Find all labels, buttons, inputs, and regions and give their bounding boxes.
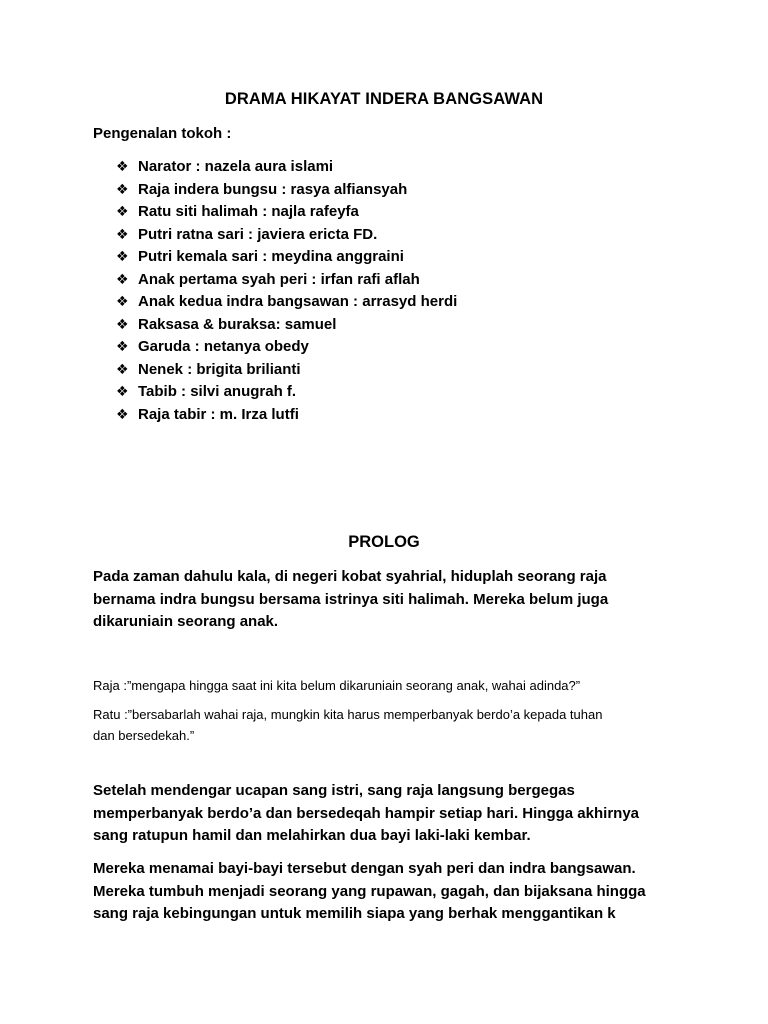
cast-item (116, 313, 457, 336)
diamond-bullet-icon: ❖ (116, 270, 129, 287)
cast-item (116, 403, 457, 426)
diamond-bullet-icon: ❖ (116, 180, 129, 197)
cast-item-text: Ratu siti halimah : najla rafeyfa (138, 203, 359, 220)
paragraph-line: dikaruniain seorang anak. (93, 613, 279, 630)
diamond-bullet-icon: ❖ (116, 248, 129, 264)
cast-item (116, 178, 457, 201)
cast-intro-label: Pengenalan tokoh : (93, 125, 232, 142)
prolog-paragraph-2 (93, 780, 693, 848)
prolog-paragraph-3 (93, 858, 693, 926)
diamond-bullet-icon: ❖ (116, 383, 129, 399)
dialog-line: Ratu :”bersabarlah wahai raja, mungkin kita harus memperbanyak berdo’a kepada tuhan (93, 707, 603, 722)
paragraph-line: sang ratupun hamil dan melahirkan dua bayi laki-laki kembar. (93, 827, 531, 844)
diamond-bullet-icon: ❖ (116, 405, 129, 422)
cast-item-text: Raja tabir : m. Irza lutfi (138, 405, 299, 423)
paragraph-line: Mereka menamai bayi-bayi tersebut dengan syah peri dan indra bangsawan. (93, 860, 636, 877)
cast-item-text: Garuda : netanya obedy (138, 338, 309, 355)
cast-item (116, 223, 457, 246)
dialog-ratu (93, 704, 693, 746)
cast-item (116, 155, 457, 178)
prolog-paragraph-1 (93, 566, 693, 634)
paragraph-line: sang raja kebingungan untuk memilih siapa yang berhak menggantikan k (93, 905, 616, 922)
diamond-bullet-icon: ❖ (116, 225, 129, 242)
cast-item (116, 380, 457, 403)
prolog-heading: PROLOG (348, 533, 420, 551)
paragraph-line: memperbanyak berdo’a dan bersedeqah hampir setiap hari. Hingga akhirnya (93, 804, 640, 822)
cast-item (116, 245, 457, 268)
diamond-bullet-icon: ❖ (116, 315, 129, 332)
cast-item (116, 200, 457, 223)
diamond-bullet-icon: ❖ (116, 158, 129, 174)
cast-item-text: Nenek : brigita brilianti (138, 360, 301, 378)
diamond-bullet-icon: ❖ (116, 203, 129, 219)
paragraph-line: Setelah mendengar ucapan sang istri, sang raja langsung bergegas (93, 782, 575, 799)
cast-item (116, 335, 457, 358)
cast-item (116, 268, 457, 291)
cast-item-text: Putri ratna sari : javiera ericta FD. (138, 225, 378, 243)
dialog-raja (93, 675, 693, 696)
document-title: DRAMA HIKAYAT INDERA BANGSAWAN (224, 90, 544, 108)
cast-item (116, 358, 457, 381)
cast-item-text: Tabib : silvi anugrah f. (138, 383, 297, 400)
cast-item-text: Raksasa & buraksa: samuel (138, 315, 337, 333)
dialog-line: Raja :”mengapa hingga saat ini kita belum dikaruniain seorang anak, wahai adinda?” (93, 678, 581, 693)
diamond-bullet-icon: ❖ (116, 360, 129, 377)
cast-item-text: Putri kemala sari : meydina anggraini (138, 248, 404, 265)
cast-item-text: Narator : nazela aura islami (138, 158, 334, 175)
cast-item-text: Anak kedua indra bangsawan : arrasyd herdi (138, 293, 458, 310)
paragraph-line: Mereka tumbuh menjadi seorang yang rupawan, gagah, dan bijaksana hingga (93, 882, 646, 900)
cast-list (116, 155, 457, 425)
paragraph-line: bernama indra bungsu bersama istrinya siti halimah. Mereka belum juga (93, 590, 609, 608)
cast-item (116, 290, 457, 313)
dialog-line: dan bersedekah.” (93, 728, 195, 743)
paragraph-line: Pada zaman dahulu kala, di negeri kobat syahrial, hiduplah seorang raja (93, 568, 607, 585)
diamond-bullet-icon: ❖ (116, 338, 129, 354)
diamond-bullet-icon: ❖ (116, 293, 129, 309)
cast-item-text: Raja indera bungsu : rasya alfiansyah (138, 180, 408, 198)
cast-item-text: Anak pertama syah peri : irfan rafi aflah (138, 270, 420, 288)
